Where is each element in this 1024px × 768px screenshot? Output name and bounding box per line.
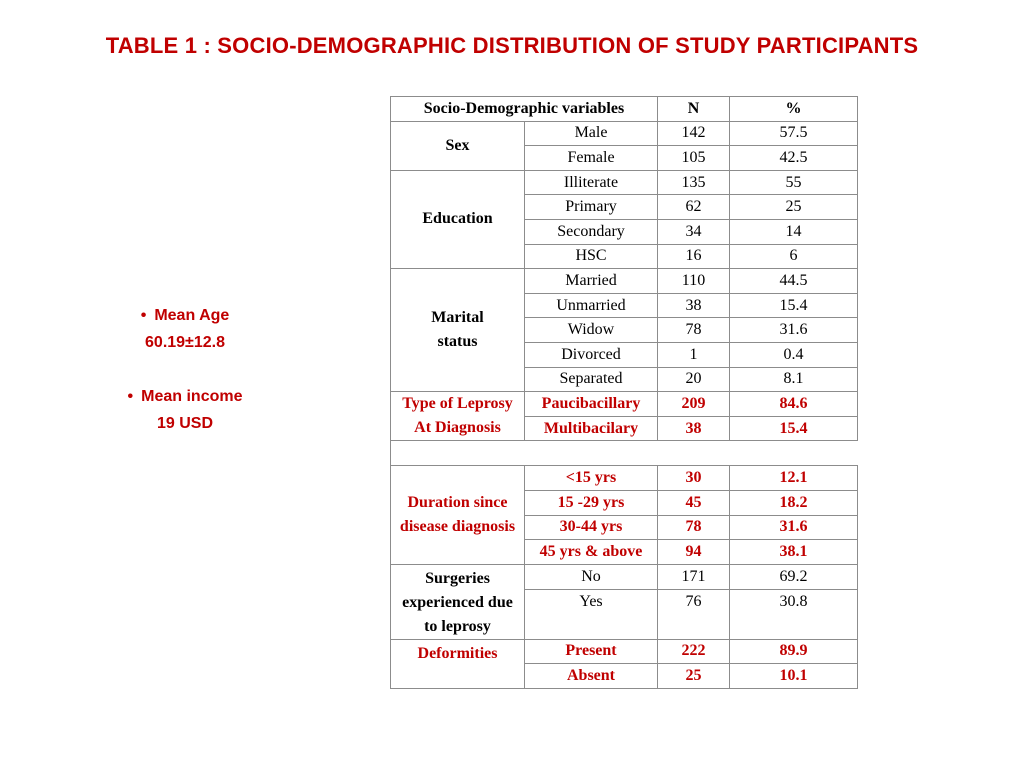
category-label-line: disease diagnosis bbox=[399, 518, 516, 535]
row-percent: 0.4 bbox=[730, 342, 858, 367]
row-percent: 15.4 bbox=[730, 416, 858, 441]
row-label: Absent bbox=[525, 664, 658, 689]
row-percent: 69.2 bbox=[730, 564, 858, 589]
category-label-line: experienced due bbox=[402, 593, 513, 611]
row-percent: 31.6 bbox=[730, 318, 858, 343]
row-label: HSC bbox=[525, 244, 658, 269]
row-label: Present bbox=[525, 639, 658, 664]
spacer-cell bbox=[391, 441, 858, 466]
row-n: 142 bbox=[658, 121, 730, 146]
row-n: 25 bbox=[658, 664, 730, 689]
category-sex: Sex bbox=[391, 121, 525, 170]
bullet-icon: • bbox=[127, 388, 134, 405]
row-percent: 18.2 bbox=[730, 490, 858, 515]
socio-demographic-table bbox=[390, 96, 858, 689]
category-surgeries bbox=[391, 564, 525, 639]
header-n: N bbox=[658, 97, 730, 122]
mean-income-bullet bbox=[100, 383, 270, 437]
table-row bbox=[391, 639, 858, 664]
row-n: 76 bbox=[658, 590, 730, 615]
mean-age-value: 60.19±12.8 bbox=[145, 334, 225, 351]
mean-income-label: Mean income bbox=[141, 388, 243, 405]
row-n: 222 bbox=[658, 639, 730, 664]
category-label-line: Surgeries bbox=[425, 569, 490, 587]
row-percent: 55 bbox=[730, 170, 858, 195]
mean-age-bullet bbox=[100, 302, 270, 356]
table-spacer-row bbox=[391, 441, 858, 466]
empty-cell bbox=[658, 614, 730, 639]
row-percent: 14 bbox=[730, 219, 858, 244]
row-label: Married bbox=[525, 269, 658, 294]
row-label: Divorced bbox=[525, 342, 658, 367]
row-label: Male bbox=[525, 121, 658, 146]
row-percent: 57.5 bbox=[730, 121, 858, 146]
row-label: Multibacilary bbox=[525, 416, 658, 441]
category-deformities: Deformities bbox=[391, 639, 525, 688]
row-n: 209 bbox=[658, 392, 730, 417]
mean-income-value: 19 USD bbox=[156, 415, 214, 432]
row-n: 94 bbox=[658, 540, 730, 565]
row-percent: 10.1 bbox=[730, 664, 858, 689]
row-label: Yes bbox=[525, 590, 658, 615]
category-label-line: At Diagnosis bbox=[414, 419, 501, 437]
category-duration bbox=[391, 466, 525, 564]
row-percent: 44.5 bbox=[730, 269, 858, 294]
category-label-line: to leprosy bbox=[424, 617, 491, 635]
row-label: Illiterate bbox=[525, 170, 658, 195]
row-percent: 38.1 bbox=[730, 540, 858, 565]
row-label: Separated bbox=[525, 367, 658, 392]
row-n: 20 bbox=[658, 367, 730, 392]
table-row bbox=[391, 121, 858, 146]
row-n: 38 bbox=[658, 416, 730, 441]
row-n: 135 bbox=[658, 170, 730, 195]
bullet-icon: • bbox=[140, 307, 147, 324]
row-label: 45 yrs & above bbox=[525, 540, 658, 565]
row-label: 15 -29 yrs bbox=[525, 490, 658, 515]
category-label-line: Type of Leprosy bbox=[402, 395, 513, 413]
category-leprosy-type bbox=[391, 392, 525, 441]
table-row bbox=[391, 564, 858, 589]
row-percent: 8.1 bbox=[730, 367, 858, 392]
header-percent: % bbox=[730, 97, 858, 122]
row-n: 78 bbox=[658, 318, 730, 343]
row-percent: 25 bbox=[730, 195, 858, 220]
row-n: 78 bbox=[658, 515, 730, 540]
summary-bullets bbox=[100, 302, 270, 464]
row-percent: 15.4 bbox=[730, 293, 858, 318]
row-n: 45 bbox=[658, 490, 730, 515]
category-education: Education bbox=[391, 170, 525, 268]
row-n: 171 bbox=[658, 564, 730, 589]
row-percent: 30.8 bbox=[730, 590, 858, 615]
row-n: 38 bbox=[658, 293, 730, 318]
row-label: Paucibacillary bbox=[525, 392, 658, 417]
table-header-row bbox=[391, 97, 858, 122]
row-n: 1 bbox=[658, 342, 730, 367]
row-label: Secondary bbox=[525, 219, 658, 244]
row-n: 105 bbox=[658, 146, 730, 171]
category-label-line: Marital bbox=[431, 309, 484, 327]
empty-cell bbox=[730, 614, 858, 639]
row-label: 30-44 yrs bbox=[525, 515, 658, 540]
empty-cell bbox=[525, 614, 658, 639]
row-percent: 31.6 bbox=[730, 515, 858, 540]
row-n: 110 bbox=[658, 269, 730, 294]
row-label: Unmarried bbox=[525, 293, 658, 318]
table-row bbox=[391, 466, 858, 491]
row-percent: 42.5 bbox=[730, 146, 858, 171]
table-row bbox=[391, 392, 858, 417]
row-n: 62 bbox=[658, 195, 730, 220]
mean-age-label: Mean Age bbox=[154, 307, 230, 324]
row-label: Primary bbox=[525, 195, 658, 220]
row-label: Female bbox=[525, 146, 658, 171]
header-variables: Socio-Demographic variables bbox=[391, 97, 658, 122]
row-percent: 89.9 bbox=[730, 639, 858, 664]
row-percent: 84.6 bbox=[730, 392, 858, 417]
page-title: TABLE 1 : SOCIO-DEMOGRAPHIC DISTRIBUTION OF STUDY PARTICIPANTS bbox=[105, 33, 919, 58]
table-row bbox=[391, 269, 858, 294]
category-marital-status bbox=[391, 269, 525, 392]
category-label-line: status bbox=[437, 333, 478, 351]
row-label: Widow bbox=[525, 318, 658, 343]
row-n: 16 bbox=[658, 244, 730, 269]
category-label-line: Duration since bbox=[407, 494, 508, 511]
table-row bbox=[391, 170, 858, 195]
row-percent: 12.1 bbox=[730, 466, 858, 491]
row-percent: 6 bbox=[730, 244, 858, 269]
row-n: 34 bbox=[658, 219, 730, 244]
row-n: 30 bbox=[658, 466, 730, 491]
row-label: <15 yrs bbox=[525, 466, 658, 491]
row-label: No bbox=[525, 564, 658, 589]
